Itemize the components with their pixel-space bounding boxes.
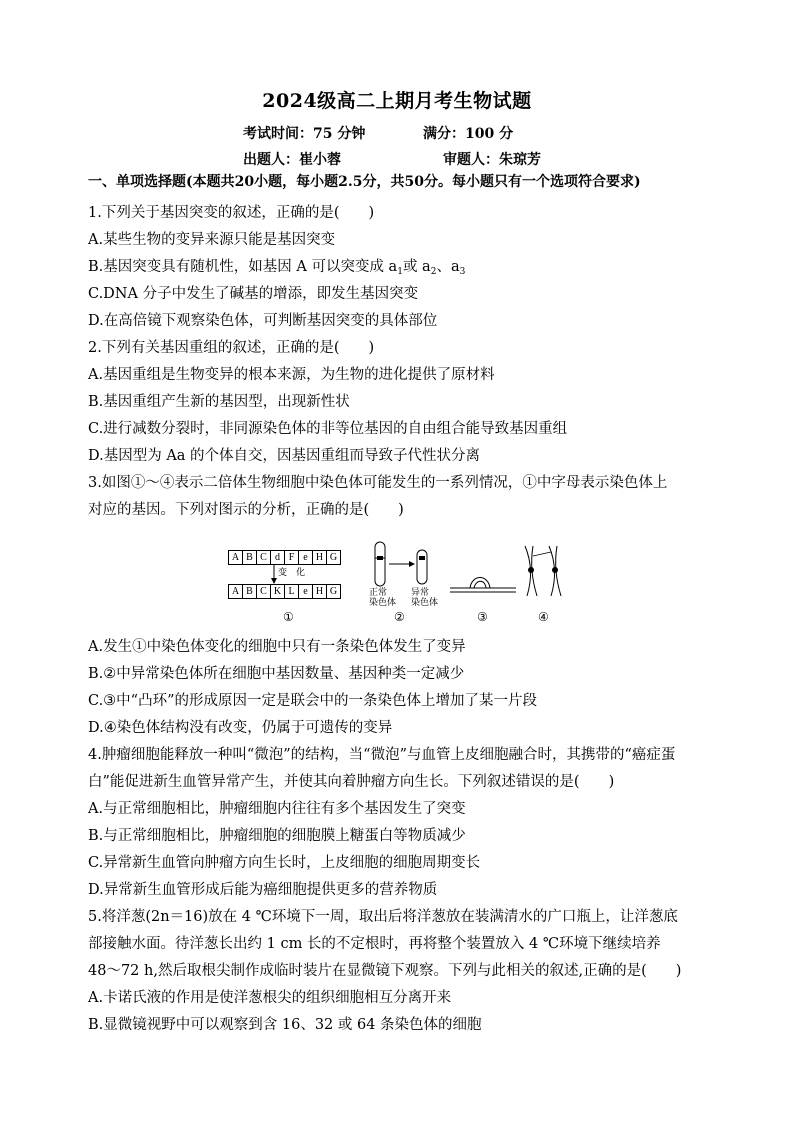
q1-b-sub3: 3 [459, 267, 466, 277]
figure-label-1: ① [283, 610, 294, 624]
q2-option-b: B.基因重组产生新的基因型，出现新性状 [88, 394, 350, 410]
crossed-chromosomes-diagram [519, 542, 569, 602]
q4-stem-line1: 4.肿瘤细胞能释放一种叫“微泡”的结构，当“微泡”与血管上皮细胞融合时，其携带的“癌症蛋 [88, 747, 676, 763]
gene: B [243, 551, 257, 564]
reviewer: 审题人：朱琼芳 [443, 152, 541, 168]
q2-option-a: A.基因重组是生物变异的根本来源，为生物的进化提供了原材料 [88, 367, 495, 383]
gene-row-after [228, 584, 341, 599]
q5-stem-line2: 部接触水面。待洋葱长出约 1 cm 长的不定根时，再将整个装置放入 4 ℃环境下继续培养 [88, 936, 661, 952]
gene: e [299, 585, 313, 598]
normal-text-2: 染色体 [369, 598, 397, 608]
q4-option-a: A.与正常细胞相比，肿瘤细胞内往往有多个基因发生了突变 [88, 801, 466, 817]
q1-option-b [88, 257, 465, 282]
q4-option-c: C.异常新生血管向肿瘤方向生长时，上皮细胞的细胞周期变长 [88, 855, 481, 871]
q1-b-text: B.基因突变具有随机性，如基因 A 可以突变成 a [88, 259, 398, 275]
q5-option-a: A.卡诺氏液的作用是使洋葱根尖的组织细胞相互分离开来 [88, 990, 452, 1006]
abnormal-text-2: 染色体 [411, 598, 439, 608]
gene-row-before [228, 550, 341, 565]
q1-b-sub2: 2 [430, 267, 437, 277]
exam-title: 2024级高二上期月考生物试题 [262, 90, 532, 112]
gene: A [229, 551, 243, 564]
abnormal-chromosome-label [411, 588, 438, 608]
q1-b-mid2: 、a [436, 259, 460, 275]
gene: H [313, 551, 327, 564]
q3-option-d: D.④染色体结构没有改变，仍属于可遗传的变异 [88, 720, 393, 736]
q3-option-c: C.③中“凸环”的形成原因一定是联会中的一条染色体上增加了某一片段 [88, 693, 538, 709]
q4-option-b: B.与正常细胞相比，肿瘤细胞的细胞膜上糖蛋白等物质减少 [88, 828, 466, 844]
q3-figure [226, 540, 586, 630]
q1-b-mid: 或 a [402, 259, 431, 275]
chromosome-pair-diagram [369, 540, 439, 590]
q2-option-c: C.进行减数分裂时，非同源染色体的非等位基因的自由组合能导致基因重组 [88, 421, 568, 437]
q2-stem: 2.下列有关基因重组的叙述，正确的是( ) [88, 340, 375, 356]
figure-label-3: ③ [477, 610, 488, 624]
q4-stem-line2: 白”能促进新生血管异常产生，并使其向着肿瘤方向生长。下列叙述错误的是( ) [88, 774, 615, 790]
abnormal-text: 异常 [411, 588, 430, 598]
normal-text: 正常 [369, 588, 388, 598]
q3-stem-line2: 对应的基因。下列对图示的分析，正确的是( ) [88, 502, 404, 518]
q1-option-a: A.某些生物的变异来源只能是基因突变 [88, 232, 336, 248]
down-arrow-icon [270, 565, 278, 585]
normal-chromosome-label [369, 588, 396, 608]
gene: C [257, 585, 271, 598]
gene: C [257, 551, 271, 564]
q3-option-a: A.发生①中染色体变化的细胞中只有一条染色体发生了变异 [88, 639, 466, 655]
gene: G [329, 586, 338, 597]
figure-label-4: ④ [538, 610, 549, 624]
gene: K [271, 585, 285, 598]
exam-time: 考试时间：75 分钟 [243, 126, 366, 142]
gene: L [285, 585, 299, 598]
synapsis-loop-diagram [448, 570, 518, 600]
gene: B [243, 585, 257, 598]
q3-option-b: B.②中异常染色体所在细胞中基因数量、基因种类一定减少 [88, 666, 465, 682]
q5-option-b: B.显微镜视野中可以观察到含 16、32 或 64 条染色体的细胞 [88, 1017, 482, 1033]
q1-option-d: D.在高倍镜下观察染色体，可判断基因突变的具体部位 [88, 313, 438, 329]
q1-option-c: C.DNA 分子中发生了碱基的增添，即发生基因突变 [88, 286, 419, 302]
q5-stem-line1: 5.将洋葱(2n＝16)放在 4 ℃环境下一周，取出后将洋葱放在装满清水的广口瓶上，让洋葱底 [88, 909, 678, 925]
q2-option-d: D.基因型为 Aa 的个体自交，因基因重组而导致子代性状分离 [88, 448, 481, 464]
q5-stem-line3: 48～72 h,然后取根尖制作成临时装片在显微镜下观察。下列与此相关的叙述,正确的是( ) [88, 963, 682, 979]
section-heading: 一、单项选择题(本题共20小题，每小题2.5分，共50分。每小题只有一个选项符合要求) [88, 174, 641, 190]
gene: H [313, 585, 327, 598]
author: 出题人：崔小蓉 [243, 152, 341, 168]
figure-label-2: ② [394, 610, 405, 624]
gene: A [229, 585, 243, 598]
change-label: 变 化 [278, 568, 306, 578]
gene: F [285, 551, 299, 564]
full-score: 满分：100 分 [423, 126, 514, 142]
gene: d [271, 551, 285, 564]
gene: e [299, 551, 313, 564]
gene: G [329, 552, 338, 563]
q4-option-d: D.异常新生血管形成后能为癌细胞提供更多的营养物质 [88, 882, 438, 898]
q1-stem: 1.下列关于基因突变的叙述，正确的是( ) [88, 205, 375, 221]
q1-b-sub1: 1 [397, 267, 403, 277]
q3-stem-line1: 3.如图①～④表示二倍体生物细胞中染色体可能发生的一系列情况，①中字母表示染色体上 [88, 475, 668, 491]
